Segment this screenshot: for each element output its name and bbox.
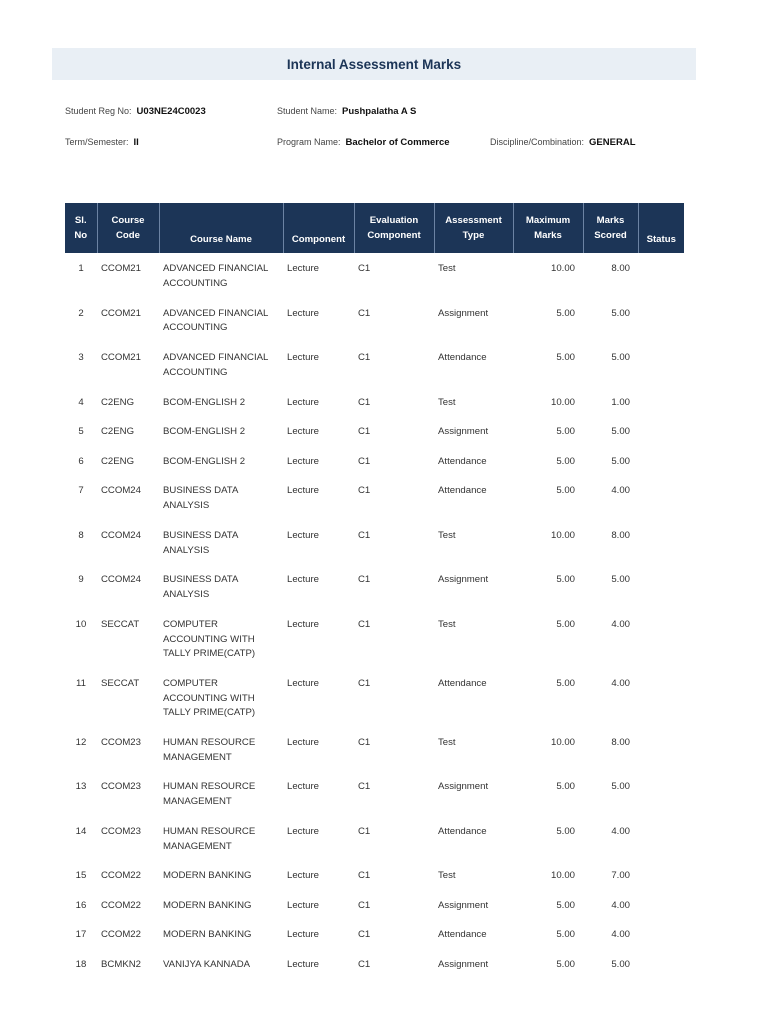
cell-sl-no: 18: [75, 959, 87, 971]
cell-evaluation-component: C1: [358, 736, 371, 748]
reg-no-label: Student Reg No:: [65, 106, 132, 116]
cell-assessment-type: Assignment: [438, 959, 489, 971]
cell-evaluation-component: C1: [358, 529, 371, 541]
cell-maximum-marks: 10.00: [550, 396, 575, 408]
cell-course-name: ADVANCED FINANCIAL ACCOUNTING: [163, 307, 269, 334]
marks-table: [65, 203, 684, 979]
cell-maximum-marks: 5.00: [556, 352, 575, 363]
cell-maximum-marks: 5.00: [556, 677, 575, 689]
cell-evaluation-component: C1: [358, 870, 371, 882]
cell-status: [638, 919, 684, 949]
cell-sl-no: 8: [78, 529, 84, 541]
cell-sl-no: 10: [75, 618, 87, 630]
cell-assessment-type: Attendance: [438, 929, 487, 941]
col-header-assessment-type: Assessment Type: [434, 203, 513, 253]
cell-maximum-marks: 5.00: [556, 574, 575, 586]
cell-marks-scored: 8.00: [611, 263, 630, 274]
cell-evaluation-component: C1: [358, 352, 371, 363]
cell-status: [638, 860, 684, 890]
col-header-course-name: Course Name: [159, 203, 283, 253]
table-row: [65, 298, 684, 343]
page-title: Internal Assessment Marks: [286, 56, 462, 72]
cell-assessment-type: Test: [438, 736, 456, 748]
cell-maximum-marks: 10.00: [550, 870, 575, 882]
cell-sl-no: 12: [75, 736, 87, 748]
cell-evaluation-component: C1: [358, 574, 371, 586]
cell-component: Lecture: [287, 825, 319, 837]
cell-evaluation-component: C1: [358, 929, 371, 941]
col-header-marks-scored: Marks Scored: [583, 203, 638, 253]
cell-evaluation-component: C1: [358, 677, 371, 689]
term-value: II: [133, 137, 139, 148]
cell-maximum-marks: 5.00: [556, 618, 575, 630]
table-row: [65, 668, 684, 727]
program-field: [277, 137, 450, 148]
student-name-field: [277, 106, 416, 117]
cell-sl-no: 7: [78, 485, 84, 497]
cell-component: Lecture: [287, 485, 319, 497]
cell-maximum-marks: 5.00: [556, 959, 575, 971]
cell-assessment-type: Assignment: [438, 307, 489, 319]
cell-course-code: CCOM21: [101, 307, 141, 319]
cell-course-code: CCOM24: [101, 485, 141, 497]
table-row: [65, 816, 684, 861]
cell-assessment-type: Test: [438, 870, 456, 882]
table-row: [65, 342, 684, 387]
cell-assessment-type: Attendance: [438, 455, 487, 467]
cell-sl-no: 6: [78, 455, 84, 467]
col-header-component: Component: [283, 203, 354, 253]
col-header-maximum-marks: Maximum Marks: [513, 203, 583, 253]
cell-course-name: BCOM-ENGLISH 2: [163, 426, 246, 438]
cell-course-code: CCOM23: [101, 825, 141, 837]
cell-assessment-type: Assignment: [438, 899, 489, 911]
cell-evaluation-component: C1: [358, 485, 371, 497]
cell-assessment-type: Test: [438, 529, 456, 541]
cell-course-code: C2ENG: [101, 426, 135, 438]
cell-assessment-type: Assignment: [438, 426, 489, 438]
cell-evaluation-component: C1: [358, 455, 371, 467]
cell-evaluation-component: C1: [358, 396, 371, 408]
cell-marks-scored: 7.00: [611, 870, 630, 882]
cell-assessment-type: Attendance: [438, 352, 487, 363]
cell-component: Lecture: [287, 426, 319, 438]
cell-course-code: CCOM22: [101, 929, 141, 941]
cell-marks-scored: 5.00: [611, 307, 630, 319]
cell-status: [638, 771, 684, 816]
cell-evaluation-component: C1: [358, 959, 371, 971]
cell-course-name: HUMAN RESOURCE MANAGEMENT: [163, 736, 256, 763]
discipline-field: [490, 137, 636, 148]
cell-course-code: CCOM22: [101, 870, 141, 882]
cell-component: Lecture: [287, 574, 319, 586]
col-header-sl-no: Sl. No: [65, 203, 97, 253]
cell-course-name: VANIJYA KANNADA: [163, 959, 251, 971]
program-value: Bachelor of Commerce: [345, 137, 450, 148]
table-header: [65, 203, 684, 253]
cell-course-code: CCOM21: [101, 352, 141, 363]
discipline-label: Discipline/Combination:: [490, 137, 585, 147]
table-body: [65, 253, 684, 979]
table-row: [65, 949, 684, 979]
cell-component: Lecture: [287, 529, 319, 541]
cell-evaluation-component: C1: [358, 307, 371, 319]
cell-marks-scored: 5.00: [611, 959, 630, 971]
table-row: [65, 771, 684, 816]
cell-sl-no: 9: [78, 574, 84, 586]
cell-maximum-marks: 5.00: [556, 825, 575, 837]
cell-component: Lecture: [287, 455, 319, 467]
cell-sl-no: 14: [75, 825, 87, 837]
cell-component: Lecture: [287, 959, 319, 971]
cell-maximum-marks: 5.00: [556, 426, 575, 438]
table-row: [65, 475, 684, 520]
cell-sl-no: 4: [78, 396, 84, 408]
cell-course-code: C2ENG: [101, 396, 135, 408]
cell-course-code: SECCAT: [101, 618, 140, 630]
cell-course-name: HUMAN RESOURCE MANAGEMENT: [163, 825, 256, 852]
cell-assessment-type: Attendance: [438, 485, 487, 497]
cell-assessment-type: Attendance: [438, 677, 487, 689]
cell-sl-no: 13: [75, 781, 87, 793]
cell-marks-scored: 8.00: [611, 736, 630, 748]
cell-course-code: CCOM24: [101, 529, 141, 541]
student-name-value: Pushpalatha A S: [342, 106, 417, 117]
cell-status: [638, 890, 684, 920]
cell-evaluation-component: C1: [358, 781, 371, 793]
cell-status: [638, 387, 684, 417]
cell-status: [638, 253, 684, 298]
cell-course-code: CCOM24: [101, 574, 141, 586]
cell-course-name: COMPUTER ACCOUNTING WITH TALLY PRIME(CATP): [163, 677, 256, 719]
cell-sl-no: 15: [75, 870, 87, 882]
cell-status: [638, 564, 684, 609]
cell-course-code: SECCAT: [101, 677, 140, 689]
cell-component: Lecture: [287, 677, 319, 689]
cell-status: [638, 298, 684, 343]
cell-course-code: BCMKN2: [101, 959, 141, 971]
cell-component: Lecture: [287, 307, 319, 319]
cell-maximum-marks: 10.00: [550, 263, 575, 274]
cell-component: Lecture: [287, 263, 319, 274]
reg-no-field: [65, 106, 206, 117]
cell-assessment-type: Assignment: [438, 781, 489, 793]
col-header-evaluation-component: Evaluation Component: [354, 203, 434, 253]
cell-course-code: C2ENG: [101, 455, 135, 467]
cell-course-code: CCOM22: [101, 899, 141, 911]
cell-assessment-type: Assignment: [438, 574, 489, 586]
cell-sl-no: 5: [78, 426, 84, 438]
cell-maximum-marks: 5.00: [556, 781, 575, 793]
cell-marks-scored: 4.00: [611, 618, 630, 630]
cell-status: [638, 727, 684, 772]
col-header-course-code: Course Code: [97, 203, 159, 253]
cell-component: Lecture: [287, 396, 319, 408]
cell-marks-scored: 4.00: [611, 677, 630, 689]
cell-maximum-marks: 5.00: [556, 899, 575, 911]
cell-status: [638, 816, 684, 861]
cell-assessment-type: Test: [438, 618, 456, 630]
cell-course-code: CCOM23: [101, 736, 141, 748]
cell-course-name: MODERN BANKING: [163, 899, 252, 911]
table-row: [65, 446, 684, 476]
cell-status: [638, 342, 684, 387]
cell-evaluation-component: C1: [358, 618, 371, 630]
cell-marks-scored: 4.00: [611, 825, 630, 837]
cell-component: Lecture: [287, 781, 319, 793]
cell-sl-no: 3: [78, 352, 84, 363]
reg-no-value: U03NE24C0023: [136, 106, 206, 117]
cell-assessment-type: Attendance: [438, 825, 487, 837]
cell-marks-scored: 4.00: [611, 899, 630, 911]
cell-sl-no: 11: [76, 677, 86, 689]
cell-course-code: CCOM21: [101, 263, 141, 274]
table-row: [65, 919, 684, 949]
cell-component: Lecture: [287, 352, 319, 363]
cell-evaluation-component: C1: [358, 825, 371, 837]
cell-marks-scored: 4.00: [611, 485, 630, 497]
cell-component: Lecture: [287, 929, 319, 941]
table-row: [65, 727, 684, 772]
cell-course-name: MODERN BANKING: [163, 870, 252, 882]
table-row: [65, 253, 684, 298]
cell-maximum-marks: 10.00: [550, 736, 575, 748]
cell-maximum-marks: 5.00: [556, 307, 575, 319]
cell-course-name: ADVANCED FINANCIAL ACCOUNTING: [163, 352, 269, 378]
cell-status: [638, 475, 684, 520]
cell-course-name: BCOM-ENGLISH 2: [163, 396, 246, 408]
cell-course-name: COMPUTER ACCOUNTING WITH TALLY PRIME(CATP): [163, 618, 256, 660]
cell-marks-scored: 5.00: [611, 352, 630, 363]
cell-component: Lecture: [287, 899, 319, 911]
cell-evaluation-component: C1: [358, 899, 371, 911]
col-header-status: Status: [638, 203, 684, 253]
cell-course-name: HUMAN RESOURCE MANAGEMENT: [163, 781, 256, 808]
cell-sl-no: 17: [75, 929, 87, 941]
table-row: [65, 520, 684, 565]
table-row: [65, 564, 684, 609]
cell-marks-scored: 1.00: [611, 396, 630, 408]
cell-course-name: BUSINESS DATA ANALYSIS: [163, 574, 238, 601]
table-row: [65, 890, 684, 920]
cell-maximum-marks: 5.00: [556, 455, 575, 467]
title-bar: [52, 48, 696, 80]
term-label: Term/Semester:: [65, 137, 129, 147]
cell-marks-scored: 8.00: [611, 529, 630, 541]
cell-course-name: MODERN BANKING: [163, 929, 252, 941]
cell-course-code: CCOM23: [101, 781, 141, 793]
cell-course-name: BCOM-ENGLISH 2: [163, 455, 246, 467]
cell-course-name: BUSINESS DATA ANALYSIS: [163, 529, 238, 556]
table-row: [65, 387, 684, 417]
cell-marks-scored: 5.00: [611, 455, 630, 467]
cell-marks-scored: 4.00: [611, 929, 630, 941]
cell-status: [638, 668, 684, 727]
cell-component: Lecture: [287, 618, 319, 630]
cell-assessment-type: Test: [438, 396, 456, 408]
cell-status: [638, 520, 684, 565]
cell-status: [638, 949, 684, 979]
cell-component: Lecture: [287, 870, 319, 882]
cell-sl-no: 16: [75, 899, 87, 911]
table-row: [65, 609, 684, 668]
cell-status: [638, 416, 684, 446]
discipline-value: GENERAL: [589, 137, 636, 148]
cell-maximum-marks: 5.00: [556, 485, 575, 497]
cell-marks-scored: 5.00: [611, 781, 630, 793]
cell-status: [638, 446, 684, 476]
program-label: Program Name:: [277, 137, 341, 147]
cell-course-name: ADVANCED FINANCIAL ACCOUNTING: [163, 263, 269, 289]
cell-marks-scored: 5.00: [611, 426, 630, 438]
table-row: [65, 860, 684, 890]
cell-component: Lecture: [287, 736, 319, 748]
cell-marks-scored: 5.00: [611, 574, 630, 586]
term-field: [65, 137, 139, 148]
cell-maximum-marks: 5.00: [556, 929, 575, 941]
cell-sl-no: 1: [78, 263, 84, 274]
cell-course-name: BUSINESS DATA ANALYSIS: [163, 485, 238, 512]
cell-evaluation-component: C1: [358, 263, 371, 274]
table-row: [65, 416, 684, 446]
cell-assessment-type: Test: [438, 263, 456, 274]
student-name-label: Student Name:: [277, 106, 338, 116]
cell-evaluation-component: C1: [358, 426, 371, 438]
cell-status: [638, 609, 684, 668]
cell-sl-no: 2: [78, 307, 84, 319]
cell-maximum-marks: 10.00: [550, 529, 575, 541]
